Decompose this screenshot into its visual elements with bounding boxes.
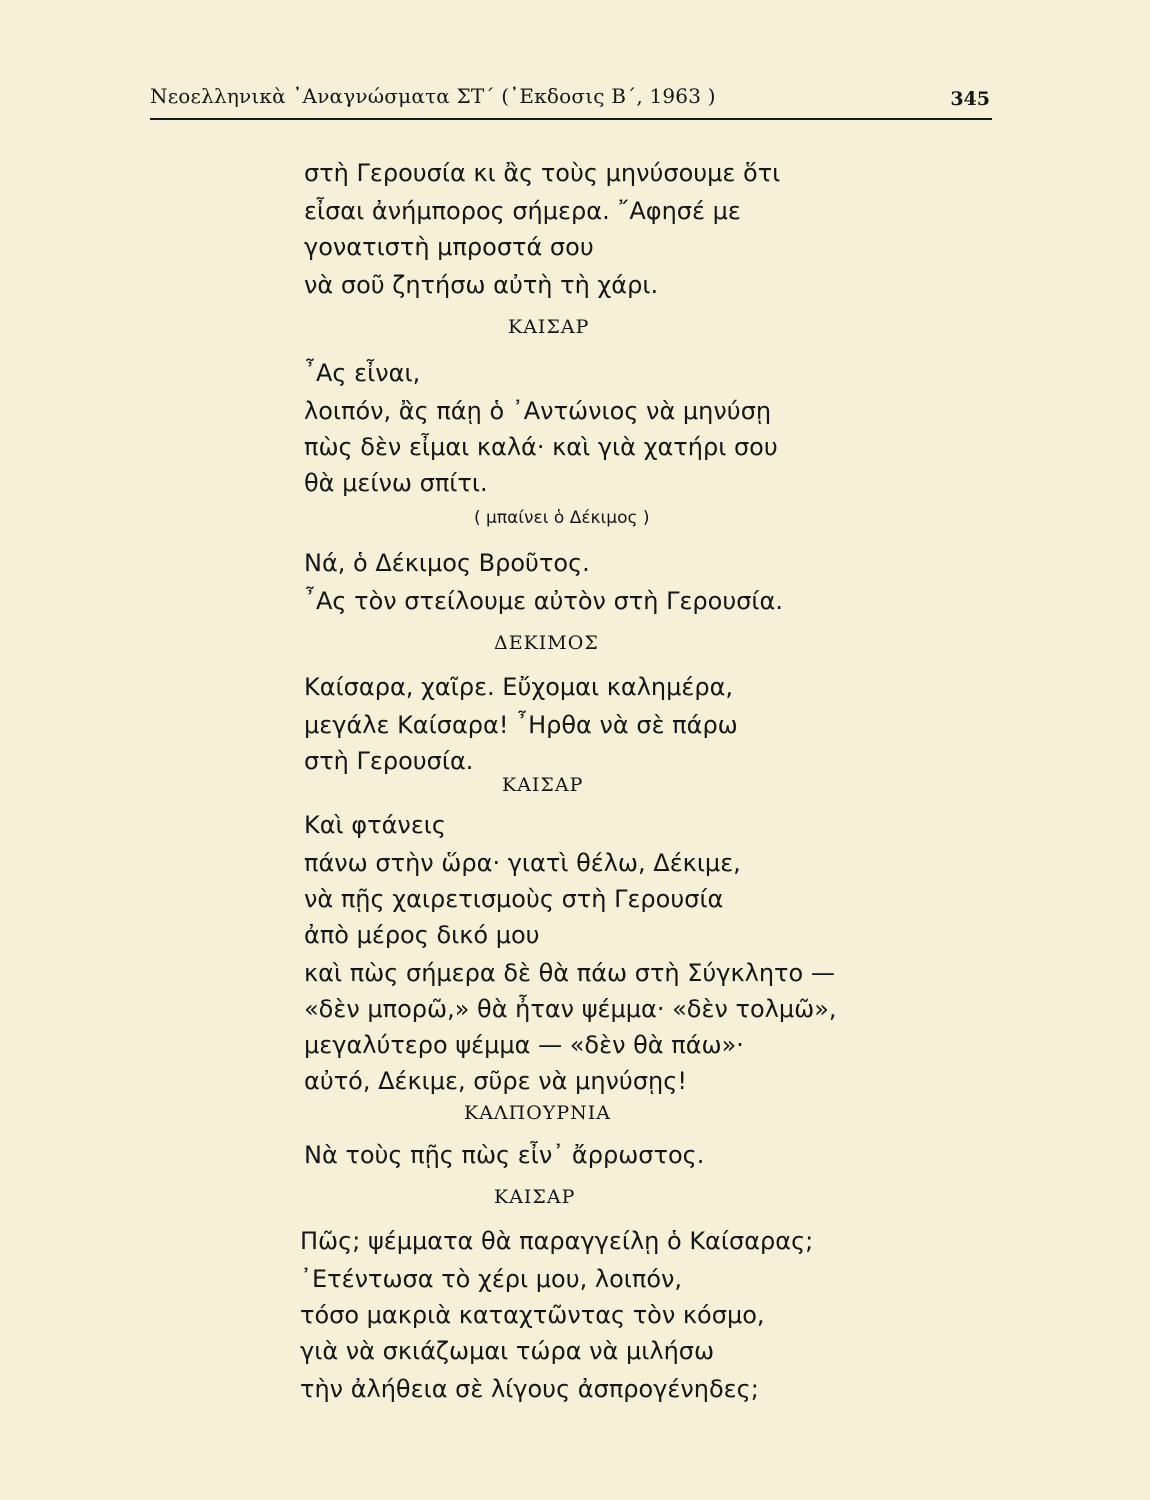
verse-line: Πῶς; ψέμματα θὰ παραγγείλῃ ὁ Καίσαρας; — [300, 1227, 814, 1255]
verse-line: ῏Ας τὸν στείλουμε αὐτὸν στὴ Γερουσία. — [304, 587, 784, 615]
speaker-name: ΚΑΙΣΑΡ — [494, 1186, 576, 1208]
verse-line: θὰ μείνω σπίτι. — [304, 469, 488, 497]
verse-line: τὴν ἀλήθεια σὲ λίγους ἀσπρογένηδες; — [300, 1375, 759, 1403]
verse-line: Νά, ὁ Δέκιμος Βροῦτος. — [304, 549, 590, 577]
verse-line: νὰ σοῦ ζητήσω αὐτὴ τὴ χάρι. — [304, 271, 659, 299]
verse-line: «δὲν μπορῶ,» θὰ ἦταν ψέμμα· «δὲν τολμῶ», — [304, 995, 837, 1023]
verse-line: στὴ Γερουσία κι ἂς τοὺς μηνύσουμε ὅτι — [304, 159, 781, 187]
verse-line: στὴ Γερουσία. — [304, 747, 474, 775]
page-number: 345 — [950, 88, 990, 110]
verse-line: γονατιστὴ μπροστά σου — [304, 233, 594, 261]
speaker-name: ΚΑΛΠΟΥΡΝΙΑ — [464, 1102, 611, 1124]
verse-line: καὶ πὼς σήμερα δὲ θὰ πάω στὴ Σύγκλητο — — [304, 959, 835, 987]
verse-line: ῏Ας εἶναι, — [304, 359, 421, 387]
verse-line: νὰ πῇς χαιρετισμοὺς στὴ Γερουσία — [304, 885, 724, 913]
speaker-name: ΚΑΙΣΑΡ — [508, 316, 590, 338]
verse-line: μεγαλύτερο ψέμμα — «δὲν θὰ πάω»· — [304, 1031, 744, 1059]
verse-line: πὼς δὲν εἶμαι καλά· καὶ γιὰ χατήρι σου — [304, 433, 778, 461]
running-header — [150, 80, 990, 120]
verse-line: ᾿Ετέντωσα τὸ χέρι μου, λοιπόν, — [300, 1265, 683, 1293]
running-header-title: Νεοελληνικὰ ᾿Αναγνώσματα ΣΤ΄ (᾿Εκδοσις Β΄, 1963 ) — [150, 84, 716, 108]
verse-line: Καὶ φτάνεις — [304, 811, 446, 839]
verse-line: τόσο μακριὰ καταχτῶντας τὸν κόσμο, — [300, 1301, 765, 1329]
verse-line: ἀπὸ μέρος δικό μου — [304, 921, 540, 949]
speaker-name: ΚΑΙΣΑΡ — [502, 774, 584, 796]
verse-line: πάνω στὴν ὥρα· γιατὶ θέλω, Δέκιμε, — [304, 849, 741, 877]
verse-line: αὐτό, Δέκιμε, σῦρε νὰ μηνύσῃς! — [304, 1067, 687, 1095]
speaker-name: ΔΕΚΙΜΟΣ — [494, 632, 599, 654]
verse-line: Νὰ τοὺς πῇς πὼς εἶν᾿ ἄρρωστος. — [304, 1141, 705, 1169]
header-rule — [150, 118, 992, 120]
verse-line: λοιπόν, ἂς πάῃ ὁ ᾿Αντώνιος νὰ μηνύσῃ — [304, 397, 772, 425]
verse-line: εἶσαι ἀνήμπορος σήμερα. ῎Αφησέ με — [304, 197, 741, 225]
stage-direction: ( μπαίνει ὁ Δέκιμος ) — [474, 508, 650, 528]
verse-line: Καίσαρα, χαῖρε. Εὔχομαι καλημέρα, — [304, 673, 734, 701]
verse-line: γιὰ νὰ σκιάζωμαι τώρα νὰ μιλήσω — [300, 1337, 715, 1365]
verse-line: μεγάλε Καίσαρα! ῏Ηρθα νὰ σὲ πάρω — [304, 711, 738, 739]
